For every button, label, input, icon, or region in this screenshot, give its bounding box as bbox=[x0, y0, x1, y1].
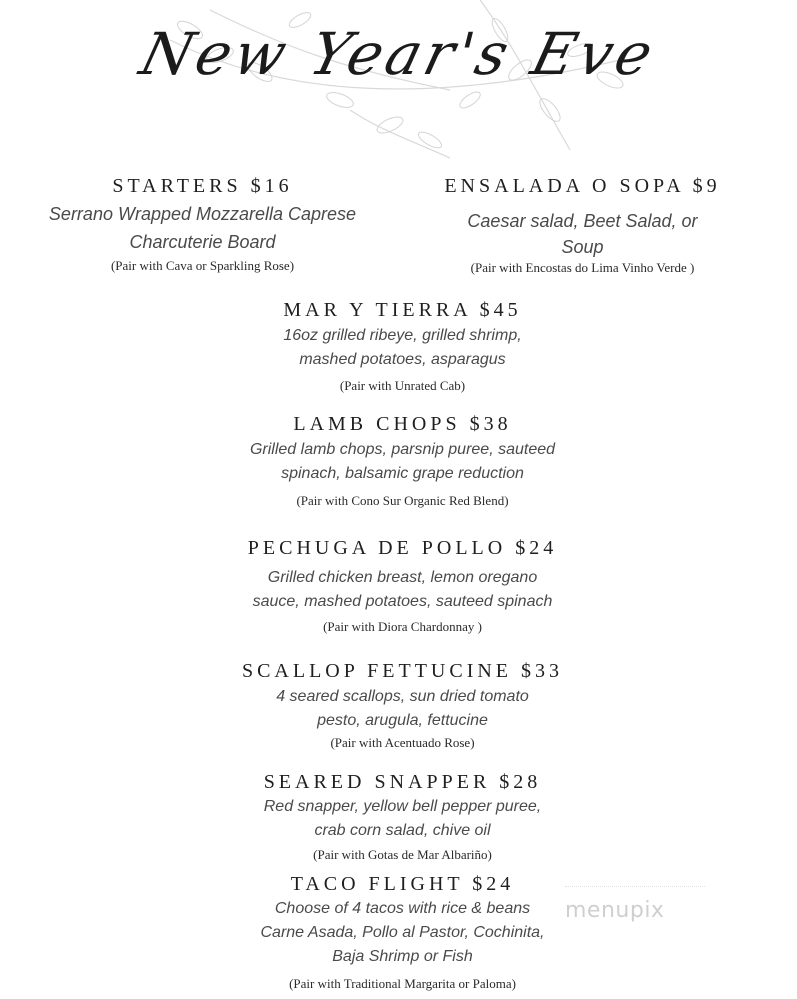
pechuga-heading: PECHUGA DE POLLO $24 bbox=[247, 537, 558, 559]
taco-line-3: Baja Shrimp or Fish bbox=[332, 948, 473, 965]
menupix-watermark: menupix bbox=[565, 898, 665, 923]
ensalada-line-1: Caesar salad, Beet Salad, or bbox=[467, 211, 698, 231]
scallop-heading: SCALLOP FETTUCINE $33 bbox=[241, 660, 564, 682]
snapper-pairing: (Pair with Gotas de Mar Albariño) bbox=[313, 847, 492, 862]
starters-pairing: (Pair with Cava or Sparkling Rose) bbox=[110, 258, 295, 273]
scallop-section bbox=[200, 657, 605, 753]
ensalada-line-2: Soup bbox=[561, 237, 604, 257]
header bbox=[0, 0, 797, 160]
scallop-line-2: pesto, arugula, fettucine bbox=[317, 712, 488, 729]
taco-section bbox=[200, 871, 605, 999]
mar-y-tierra-pairing: (Pair with Unrated Cab) bbox=[339, 378, 466, 393]
menu-title: New Year's Eve bbox=[133, 20, 664, 88]
ensalada-pairing: (Pair with Encostas do Lima Vinho Verde ) bbox=[470, 260, 695, 275]
pechuga-pairing: (Pair with Diora Chardonnay ) bbox=[323, 619, 482, 634]
lamb-chops-line-2: spinach, balsamic grape reduction bbox=[281, 465, 524, 482]
mar-y-tierra-line-2: mashed potatoes, asparagus bbox=[299, 351, 506, 368]
snapper-line-2: crab corn salad, chive oil bbox=[314, 822, 491, 839]
snapper-section bbox=[200, 769, 605, 867]
snapper-line-1: Red snapper, yellow bell pepper puree, bbox=[263, 798, 542, 815]
scallop-line-1: 4 seared scallops, sun dried tomato bbox=[276, 688, 529, 705]
starters-section bbox=[20, 172, 385, 276]
taco-pairing: (Pair with Traditional Margarita or Paloma) bbox=[289, 976, 516, 991]
mar-y-tierra-heading: MAR Y TIERRA $45 bbox=[283, 299, 522, 321]
starters-heading: STARTERS $16 bbox=[112, 175, 293, 197]
pechuga-section bbox=[200, 534, 605, 640]
lamb-chops-section bbox=[200, 410, 605, 516]
mar-y-tierra-line-1: 16oz grilled ribeye, grilled shrimp, bbox=[283, 327, 522, 344]
lamb-chops-pairing: (Pair with Cono Sur Organic Red Blend) bbox=[296, 493, 509, 508]
starters-line-1: Serrano Wrapped Mozzarella Caprese bbox=[48, 204, 357, 224]
scallop-pairing: (Pair with Acentuado Rose) bbox=[330, 735, 475, 750]
taco-heading: TACO FLIGHT $24 bbox=[290, 873, 515, 895]
snapper-heading: SEARED SNAPPER $28 bbox=[263, 771, 542, 793]
pechuga-line-2: sauce, mashed potatoes, sauteed spinach bbox=[252, 593, 553, 610]
pechuga-line-1: Grilled chicken breast, lemon oregano bbox=[267, 569, 538, 586]
ensalada-section bbox=[405, 172, 760, 276]
taco-line-2: Carne Asada, Pollo al Pastor, Cochinita, bbox=[260, 924, 545, 941]
mar-y-tierra-section bbox=[200, 296, 605, 400]
ensalada-heading: ENSALADA O SOPA $9 bbox=[444, 175, 721, 197]
lamb-chops-heading: LAMB CHOPS $38 bbox=[293, 413, 512, 435]
watermark-divider bbox=[565, 886, 705, 887]
taco-line-1: Choose of 4 tacos with rice & beans bbox=[274, 900, 531, 917]
starters-line-2: Charcuterie Board bbox=[129, 232, 276, 252]
lamb-chops-line-1: Grilled lamb chops, parsnip puree, sauteed bbox=[249, 441, 556, 458]
